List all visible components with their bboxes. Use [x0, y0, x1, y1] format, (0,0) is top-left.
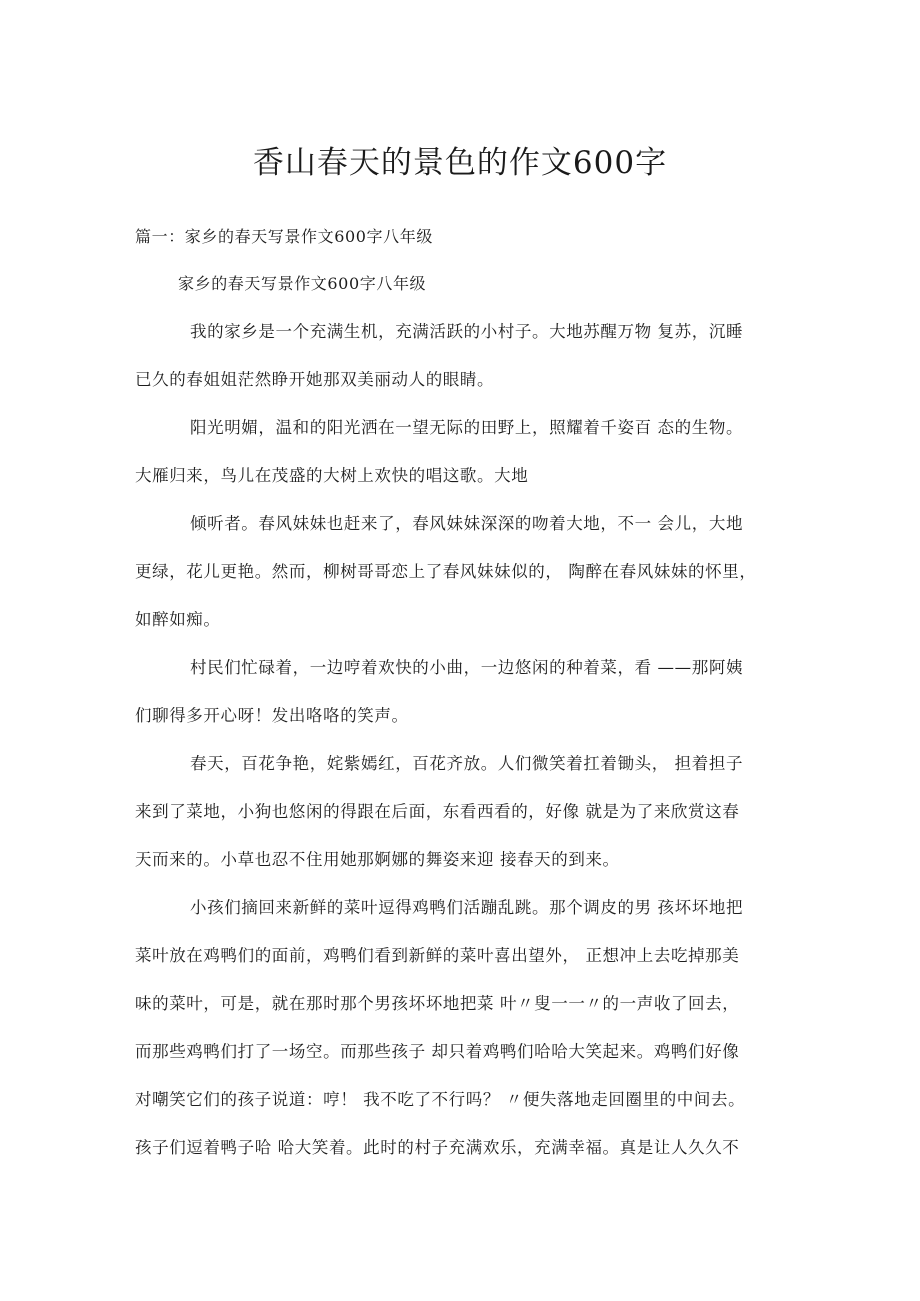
section-heading: 篇一：家乡的春天写景作文600字八年级 — [135, 227, 433, 246]
paragraph-line: 菜叶放在鸡鸭们的面前，鸡鸭们看到新鲜的菜叶喜出望外， 正想冲上去吃掉那美 — [135, 946, 740, 965]
paragraph-line: 我的家乡是一个充满生机，充满活跃的小村子。大地苏醒万物 复苏，沉睡 — [190, 322, 744, 341]
paragraph-line: 而那些鸡鸭们打了一场空。而那些孩子 却只着鸡鸭们哈哈大笑起来。鸡鸭们好像 — [135, 1042, 740, 1061]
paragraph-line: 阳光明媚，温和的阳光洒在一望无际的田野上，照耀着千姿百 态的生物。 — [190, 418, 744, 437]
paragraph-line: 更绿，花儿更艳。然而，柳树哥哥恋上了春风妹妹似的， 陶醉在春风妹妹的怀里， — [135, 562, 757, 581]
paragraph-line: 来到了菜地，小狗也悠闲的得跟在后面，东看西看的，好像 就是为了来欣赏这春 — [135, 802, 740, 821]
paragraph-line: 们聊得多开心呀！发出咯咯的笑声。 — [135, 706, 409, 725]
paragraph-line: 孩子们逗着鸭子哈 哈大笑着。此时的村子充满欢乐，充满幸福。真是让人久久不 — [135, 1138, 740, 1157]
paragraph-line: 天而来的。小草也忍不住用她那婀娜的舞姿来迎 接春天的到来。 — [135, 850, 620, 869]
paragraph-line: 对嘲笑它们的孩子说道：哼！ 我不吃了不行吗？ 〃便失落地走回圈里的中间去。 — [135, 1090, 746, 1109]
paragraph-line: 如醉如痴。 — [135, 610, 221, 629]
paragraph-line: 味的菜叶，可是，就在那时那个男孩坏坏地把菜 叶〃叟一一〃的一声收了回去， — [135, 994, 740, 1013]
paragraph-line: 大雁归来，鸟儿在茂盛的大树上欢快的唱这歌。大地 — [135, 466, 529, 485]
paragraph-line: 倾听者。春风妹妹也赶来了，春风妹妹深深的吻着大地，不一 会儿，大地 — [190, 514, 744, 533]
paragraph-line: 小孩们摘回来新鲜的菜叶逗得鸡鸭们活蹦乱跳。那个调皮的男 孩坏坏地把 — [190, 898, 744, 917]
subheading: 家乡的春天写景作文600字八年级 — [178, 274, 427, 293]
page-title: 香山春天的景色的作文600字 — [252, 145, 668, 181]
paragraph-line: 已久的春姐姐茫然睁开她那双美丽动人的眼睛。 — [135, 370, 495, 389]
paragraph-line: 村民们忙碌着，一边哼着欢快的小曲，一边悠闲的种着菜，看 ——那阿姨 — [190, 658, 744, 677]
paragraph-line: 春天，百花争艳，姹紫嫣红，百花齐放。人们微笑着扛着锄头， 担着担子 — [190, 754, 744, 773]
